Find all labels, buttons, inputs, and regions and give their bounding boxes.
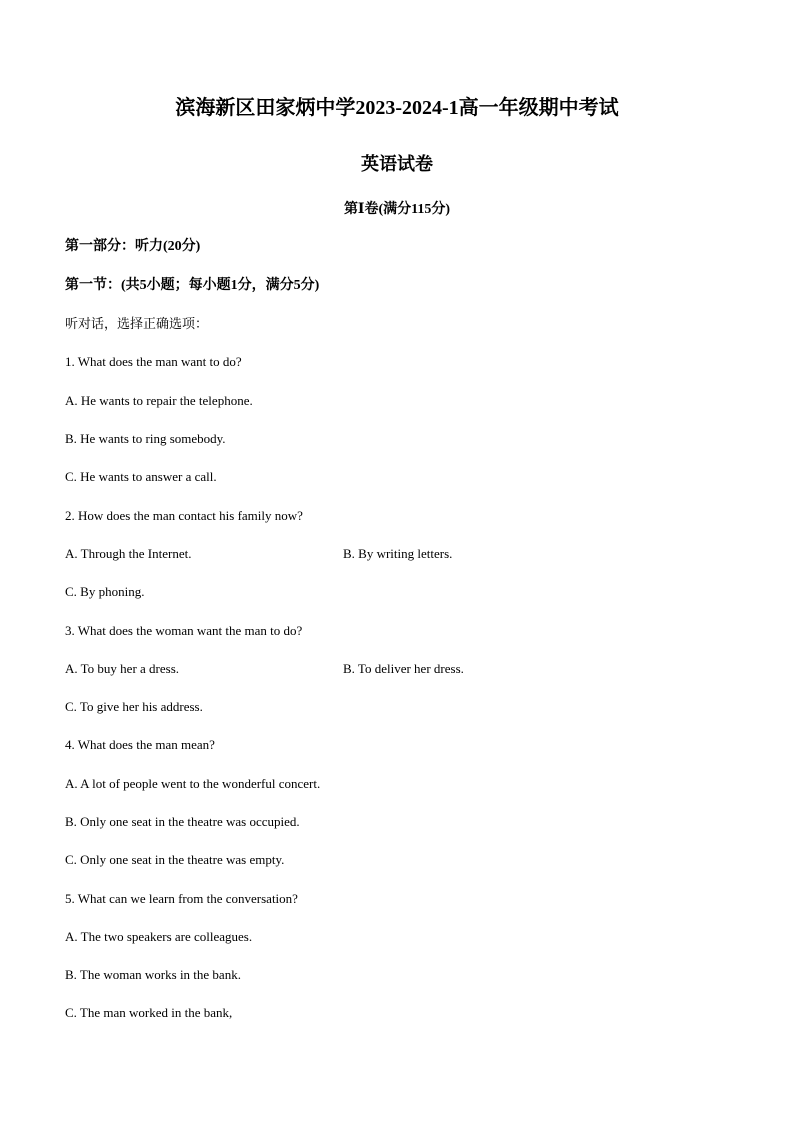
question-3-option-c: C. To give her his address. xyxy=(65,699,203,714)
instruction-text: 听对话，选择正确选项： xyxy=(65,316,209,331)
section-one-heading: 第一节：(共5小题；每小题1分，满分5分) xyxy=(65,278,320,293)
question-4-option-a: A. A lot of people went to the wonderful concert. xyxy=(65,776,321,791)
question-4-stem: 4. What does the man mean? xyxy=(65,737,215,752)
question-2-option-c: C. By phoning. xyxy=(65,584,145,599)
part-one-heading: 第一部分：听力(20分) xyxy=(65,239,201,254)
question-5-stem: 5. What can we learn from the conversation? xyxy=(65,891,298,906)
question-4-option-c: C. Only one seat in the theatre was empty. xyxy=(65,852,285,867)
question-1-stem: 1. What does the man want to do? xyxy=(65,354,242,369)
question-1-option-c: C. He wants to answer a call. xyxy=(65,469,217,484)
exam-subtitle: 英语试卷 xyxy=(361,154,433,174)
question-5-option-c: C. The man worked in the bank, xyxy=(65,1005,233,1020)
question-1-option-b: B. He wants to ring somebody. xyxy=(65,431,226,446)
question-5-option-a: A. The two speakers are colleagues. xyxy=(65,929,253,944)
question-5-option-b: B. The woman works in the bank. xyxy=(65,967,241,982)
question-2-stem: 2. How does the man contact his family now? xyxy=(65,508,303,523)
question-3-option-a: A. To buy her a dress. xyxy=(65,661,180,676)
question-4-option-b: B. Only one seat in the theatre was occupied. xyxy=(65,814,300,829)
question-2-option-b: B. By writing letters. xyxy=(343,546,453,561)
question-3-stem: 3. What does the woman want the man to do? xyxy=(65,623,303,638)
question-1-option-a: A. He wants to repair the telephone. xyxy=(65,393,253,408)
exam-title: 滨海新区田家炳中学2023-2024-1高一年级期中考试 xyxy=(175,97,619,119)
question-3-option-b: B. To deliver her dress. xyxy=(343,661,464,676)
question-2-option-a: A. Through the Internet. xyxy=(65,546,192,561)
volume-heading: 第Ⅰ卷(满分115分) xyxy=(343,202,451,217)
